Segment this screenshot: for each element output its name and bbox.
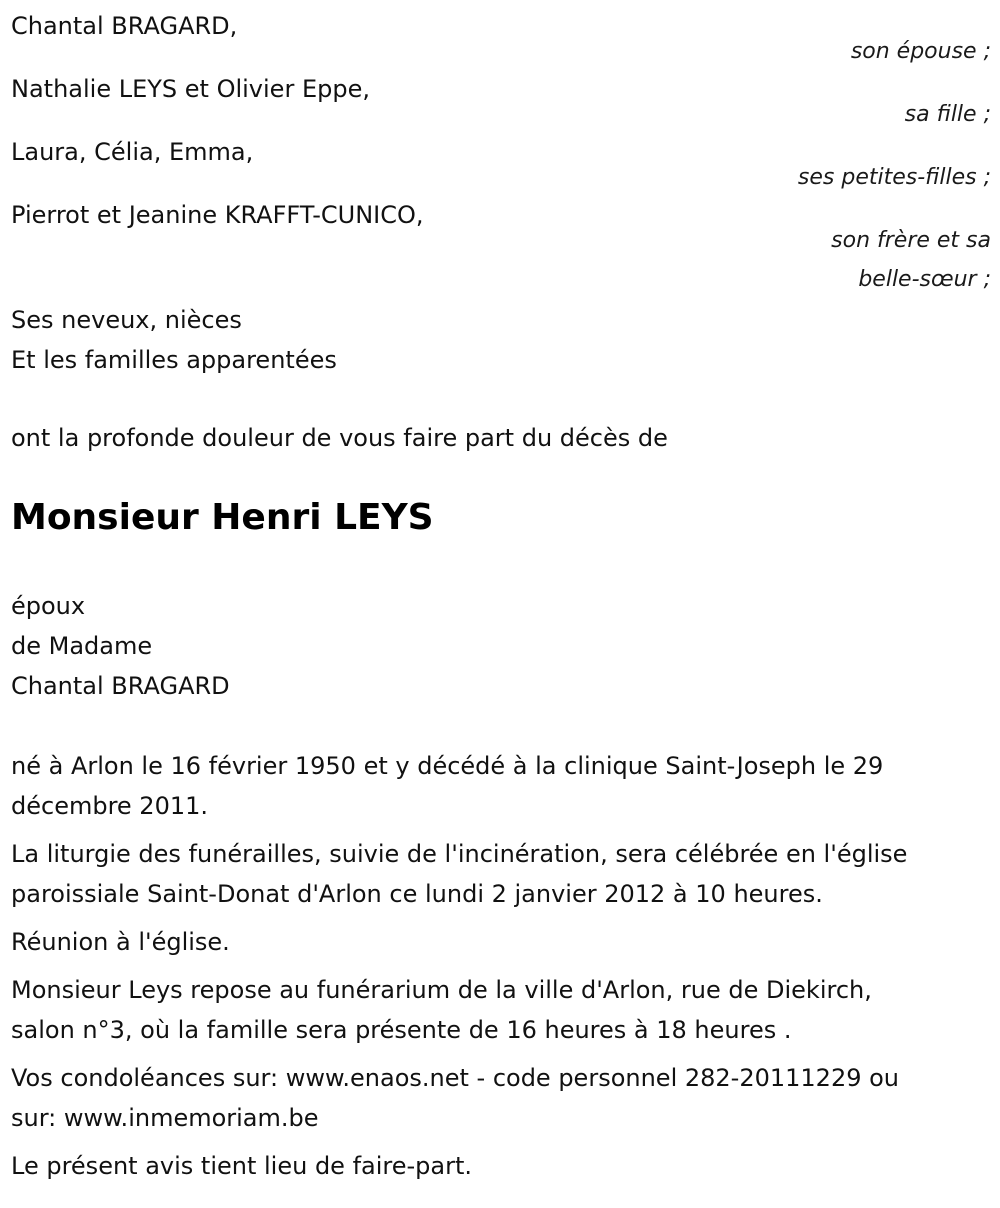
spouse-info — [11, 586, 230, 706]
paragraph-line: Vos condoléances sur: www.enaos.net - code personnel 282-20111229 ou — [11, 1064, 900, 1092]
condolences-paragraph — [11, 1058, 996, 1138]
meeting-paragraph: Réunion à l'église. — [11, 928, 230, 956]
family-relation-line: son frère et sa — [831, 228, 991, 253]
paragraph-line: né à Arlon le 16 février 1950 et y décédé à la clinique Saint-Joseph le 29 — [11, 752, 884, 780]
family-row-sibling — [11, 189, 991, 291]
family-row-spouse — [11, 0, 991, 63]
funeral-paragraph — [11, 834, 996, 914]
extended-family-line: Et les familles apparentées — [11, 346, 337, 374]
family-relation — [731, 221, 991, 299]
birth-death-paragraph — [11, 746, 996, 826]
paragraph-line: sur: www.inmemoriam.be — [11, 1104, 319, 1132]
family-relation: ses petites-filles ; — [797, 165, 991, 190]
family-member-name: Laura, Célia, Emma, — [11, 138, 254, 166]
family-row-daughter — [11, 63, 991, 126]
obituary-notice — [11, 0, 991, 1180]
paragraph-line: salon n°3, où la famille sera présente de 16 heures à 18 heures . — [11, 1016, 792, 1044]
visitation-paragraph — [11, 970, 996, 1050]
family-member-name: Pierrot et Jeanine KRAFFT-CUNICO, — [11, 201, 424, 229]
family-member-name: Nathalie LEYS et Olivier Eppe, — [11, 75, 370, 103]
extended-family-line: Ses neveux, nièces — [11, 306, 242, 334]
family-relation-line: belle-sœur ; — [858, 267, 991, 292]
obituary-details — [11, 746, 996, 1194]
spouse-info-line: Chantal BRAGARD — [11, 672, 230, 700]
paragraph-line: Monsieur Leys repose au funérarium de la ville d'Arlon, rue de Diekirch, — [11, 976, 872, 1004]
family-relation: son épouse ; — [850, 39, 991, 64]
closing-paragraph: Le présent avis tient lieu de faire-part. — [11, 1152, 473, 1180]
spouse-info-line: époux — [11, 592, 86, 620]
announcement-text: ont la profonde douleur de vous faire part du décès de — [11, 424, 668, 452]
family-relation: sa fille ; — [904, 102, 991, 127]
family-list — [11, 0, 991, 291]
paragraph-line: La liturgie des funérailles, suivie de l'incinération, sera célébrée en l'église — [11, 840, 908, 868]
family-member-name: Chantal BRAGARD, — [11, 12, 238, 40]
paragraph-line: décembre 2011. — [11, 792, 209, 820]
deceased-name: Monsieur Henri LEYS — [11, 497, 434, 538]
spouse-info-line: de Madame — [11, 632, 153, 660]
family-row-granddaughters — [11, 126, 991, 189]
paragraph-line: paroissiale Saint-Donat d'Arlon ce lundi 2 janvier 2012 à 10 heures. — [11, 880, 823, 908]
extended-family — [11, 300, 337, 380]
